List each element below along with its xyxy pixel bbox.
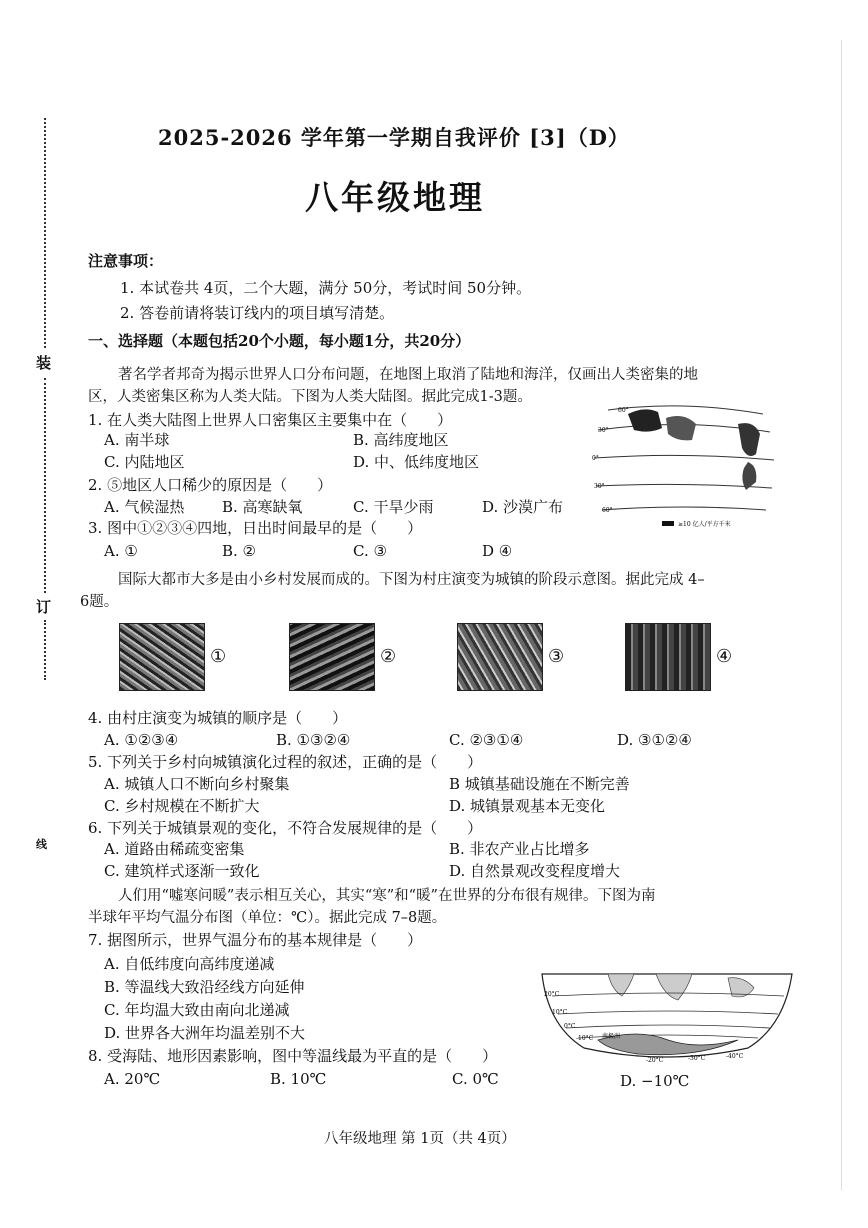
isotherm-label: -30°C — [688, 1055, 706, 1062]
question-stem: 6. 下列关于城镇景观的变化，不符合发展规律的是（ ） — [88, 819, 483, 837]
passage-text: 著名学者邦奇为揭示世界人口分布问题，在地图上取消了陆地和海洋，仅画出人类密集的地 — [118, 367, 698, 383]
option: B. 高纬度地区 — [353, 431, 449, 449]
binding-dotted-line — [44, 118, 46, 348]
option: C. 0℃ — [452, 1070, 499, 1088]
option: C. 建筑样式逐渐一致化 — [104, 862, 260, 880]
photo-label: ② — [380, 646, 397, 667]
isotherm-label: 0°C — [564, 1023, 576, 1030]
isotherm-label: 10°C — [552, 1009, 568, 1016]
binding-dotted-line — [44, 378, 46, 593]
option: B. 高寒缺氧 — [222, 498, 303, 516]
passage-text: 国际大都市大多是由小乡村发展而成的。下图为村庄演变为城镇的阶段示意图。据此完成 4– — [118, 572, 705, 588]
note-item: 2. 答卷前请将装订线内的项目填写清楚。 — [120, 304, 395, 322]
option: C. ②③①④ — [449, 731, 524, 749]
village-stage-photo — [625, 623, 711, 691]
binding-dotted-line — [44, 620, 46, 680]
question-stem: 8. 受海陆、地形因素影响，图中等温线最为平直的是（ ） — [88, 1047, 498, 1065]
option: B. 等温线大致沿经线方向延伸 — [104, 978, 305, 996]
option: B. 非农产业占比增多 — [449, 840, 590, 858]
lat-label: 30° — [598, 427, 609, 434]
isotherm-label: -20°C — [646, 1057, 664, 1064]
option: D. 中、低纬度地区 — [353, 453, 480, 471]
option: D. 沙漠广布 — [482, 498, 564, 516]
village-stage-photo — [119, 623, 205, 691]
subject-title: 八年级地理 — [305, 178, 485, 217]
option: C. 乡村规模在不断扩大 — [104, 797, 260, 815]
option: D. 城镇景观基本无变化 — [449, 797, 606, 815]
section-heading: 一、选择题（本题包括20个小题，每小题1分，共20分） — [88, 332, 471, 350]
option: A. ① — [104, 542, 138, 560]
village-stage-photo — [457, 623, 543, 691]
photo-label: ④ — [716, 646, 733, 667]
legend-swatch — [662, 521, 674, 526]
photo-label: ③ — [548, 646, 565, 667]
option: D ④ — [482, 542, 513, 560]
notes-heading: 注意事项： — [88, 252, 164, 270]
option: D. 世界各大洲年均温差别不大 — [104, 1024, 306, 1042]
option: A. 气候湿热 — [104, 498, 185, 516]
exam-title: 2025-2026 学年第一学期自我评价 [3]（D） — [158, 125, 630, 150]
binding-char: 订 — [36, 598, 52, 616]
option: C. 干旱少雨 — [353, 498, 434, 516]
passage-text: 半球年平均气温分布图（单位：℃）。据此完成 7–8题。 — [88, 910, 447, 926]
question-stem: 7. 据图所示，世界气温分布的基本规律是（ ） — [88, 931, 423, 949]
human-continent-map — [588, 400, 778, 535]
question-stem: 3. 图中①②③④四地，日出时间最早的是（ ） — [88, 519, 423, 537]
option: A. 南半球 — [104, 431, 170, 449]
option: A. ①②③④ — [104, 731, 179, 749]
binding-char: 线 — [36, 838, 47, 851]
option: A. 城镇人口不断向乡村聚集 — [104, 775, 290, 793]
option: B. ①③②④ — [276, 731, 351, 749]
option: D. −10℃ — [620, 1072, 690, 1090]
option: A. 20℃ — [104, 1070, 161, 1088]
lat-label: 30° — [594, 483, 605, 490]
question-stem: 2. ⑤地区人口稀少的原因是（ ） — [88, 476, 333, 494]
isotherm-label: -40°C — [726, 1053, 744, 1060]
option: D. 自然景观改变程度增大 — [449, 862, 621, 880]
passage-text: 人们用“嘘寒问暖”表示相互关心，其实“寒”和“暖”在世界的分布很有规律。下图为南 — [118, 888, 656, 904]
southern-hemisphere-temperature-map — [538, 966, 796, 1064]
lat-label: 0° — [592, 455, 599, 462]
village-stage-photo — [289, 623, 375, 691]
option: B. ② — [222, 542, 257, 560]
option: A. 道路由稀疏变密集 — [104, 840, 245, 858]
page-footer: 八年级地理 第 1页（共 4页） — [324, 1131, 516, 1147]
option: C. 内陆地区 — [104, 453, 185, 471]
question-stem: 5. 下列关于乡村向城镇演化过程的叙述，正确的是（ ） — [88, 753, 483, 771]
passage-text: 区，人类密集区称为人类大陆。下图为人类大陆图。据此完成1-3题。 — [88, 389, 532, 405]
option: C. ③ — [353, 542, 387, 560]
option: B 城镇基础设施在不断完善 — [449, 775, 630, 793]
map-legend: ≥10 亿人/平方千米 — [678, 521, 731, 528]
page-edge — [841, 40, 842, 1190]
isotherm-label: -10°C — [576, 1035, 594, 1042]
option: A. 自低纬度向高纬度递减 — [104, 955, 275, 973]
question-stem: 4. 由村庄演变为城镇的顺序是（ ） — [88, 709, 348, 727]
question-stem: 1. 在人类大陆图上世界人口密集区主要集中在（ ） — [88, 411, 453, 429]
binding-char: 装 — [36, 354, 52, 372]
map-label: 南极洲 — [602, 1033, 621, 1040]
lat-label: 60° — [618, 407, 629, 414]
option: B. 10℃ — [270, 1070, 327, 1088]
isotherm-label: 20°C — [544, 991, 560, 998]
passage-text: 6题。 — [80, 594, 119, 610]
option: C. 年均温大致由南向北递减 — [104, 1001, 290, 1019]
lat-label: 60° — [602, 507, 613, 514]
note-item: 1. 本试卷共 4页，二个大题，满分 50分，考试时间 50分钟。 — [120, 279, 532, 297]
option: D. ③①②④ — [617, 731, 692, 749]
photo-label: ① — [210, 646, 227, 667]
